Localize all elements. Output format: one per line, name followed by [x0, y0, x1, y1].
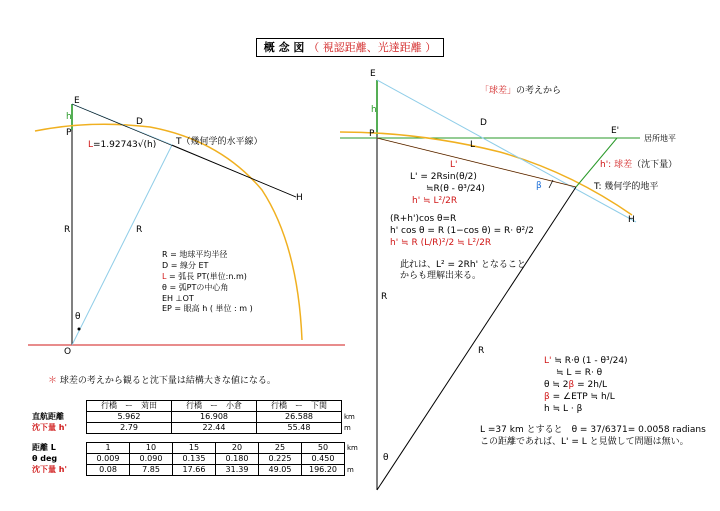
table-cell: 50 [302, 443, 345, 454]
left-legend-theta: θ = 弧PTの中心角 [162, 283, 229, 292]
left-legend-eh: EH ⊥OT [162, 294, 194, 303]
right-eq4: (R+h')cos θ=R [390, 214, 457, 224]
right-conclusion1: L =37 km とすると θ = 37/6371= 0.0058 radians [480, 425, 706, 435]
table-cell: 22.44 [172, 423, 257, 434]
left-formula-rest: =1.92743√(h) [93, 140, 157, 150]
right-label-theta: θ [383, 453, 389, 463]
left-theta-dot [78, 328, 81, 331]
table-cell: 5.962 [87, 412, 172, 423]
table-routes-corner [30, 401, 87, 412]
table-routes-col-3: 行橋 ー 下関 [257, 401, 342, 412]
left-label-theta: θ [75, 312, 81, 322]
right-rel5: h ≒ L · β [544, 404, 583, 414]
right-conclusion2: この距離であれば、L' = L と見做して問題は無い。 [480, 437, 689, 447]
right-point-Lprime: L' [450, 160, 458, 170]
right-point-H: H [628, 215, 635, 225]
table-distances [30, 442, 360, 476]
left-point-H: H [296, 193, 303, 203]
left-radius-OT [72, 145, 172, 345]
table-cell: 15 [173, 443, 216, 454]
right-note2: からも理解出来る。 [400, 271, 482, 281]
table-cell: 0.135 [173, 454, 216, 465]
right-rel4-rest: = ∠ETP ≒ h/L [549, 392, 615, 402]
table-routes-unit-head [342, 401, 357, 412]
right-point-P: P [369, 129, 375, 139]
left-legend-ep: EP = 眼高 h ( 単位 : m ) [162, 304, 253, 313]
left-label-h: h [66, 112, 72, 122]
right-horizon-label: 居所地平 [644, 134, 676, 143]
right-heading-red: 「球差」 [480, 86, 517, 96]
right-eq6-prefix: h' ≒ R (L/R)²/2 ≒ [390, 238, 465, 248]
right-note1: 此れは、L² = 2Rh' となること [400, 260, 526, 270]
table-cell: 1 [87, 443, 130, 454]
table-unit: km [344, 413, 355, 421]
right-heading [480, 86, 561, 97]
note-star: ＊ [48, 376, 58, 386]
right-eq5: h' cos θ = R (1−cos θ) = R· θ²/2 [390, 226, 534, 236]
table-row-label: 直航距離 [32, 412, 64, 421]
right-hprime-label [600, 160, 677, 171]
table-unit: km [347, 444, 358, 452]
left-legend-l-rest: = 弧長 PT(単位:n.m) [166, 272, 247, 281]
table-unit: m [347, 466, 354, 474]
left-point-P: P [66, 128, 72, 138]
right-point-T: T: 幾何学的地平 [594, 182, 659, 192]
table-unit: m [344, 424, 351, 432]
right-eq1: L' = 2Rsin(θ/2) [410, 172, 477, 182]
table-cell: 31.39 [216, 465, 259, 476]
left-legend-l [162, 272, 247, 282]
table-cell: 16.908 [172, 412, 257, 423]
table-row [30, 443, 360, 454]
right-rel1-prefix: L' [544, 356, 552, 366]
right-eq3: h' ≒ L²/2R [412, 196, 458, 206]
table-cell: 0.450 [302, 454, 345, 465]
table-cell: 0.225 [259, 454, 302, 465]
left-formula-prefix: L [88, 140, 94, 150]
table-routes-header [30, 401, 357, 412]
table-cell: 0.009 [87, 454, 130, 465]
right-rel1-rest: ≒ R·θ (1 - θ³/24) [551, 356, 628, 366]
table-cell: 0.08 [87, 465, 130, 476]
table-cell: 55.48 [257, 423, 342, 434]
right-rel3-prefix: θ ≒ 2 [544, 380, 569, 390]
right-rel3 [544, 380, 607, 391]
left-point-O: O [64, 347, 72, 357]
right-hprime-rest: （沈下量） [632, 160, 678, 170]
table-row [30, 423, 357, 434]
title-main: 概 念 図 [263, 41, 305, 54]
table-cell: 196.20 [302, 465, 345, 476]
table-cell: 17.66 [173, 465, 216, 476]
table-row-label: 沈下量 h' [32, 423, 67, 432]
table-row-label: 距離 L [32, 443, 56, 452]
table-routes-col-1: 行橋 ー 苅田 [87, 401, 172, 412]
table-cell: 10 [130, 443, 173, 454]
right-point-L: L [470, 140, 476, 150]
table-row [30, 454, 360, 465]
right-label-R2: R [478, 346, 485, 356]
right-rel1 [544, 356, 628, 367]
table-cell: 20 [216, 443, 259, 454]
right-point-D: D [480, 118, 487, 128]
right-rel3-beta: β [568, 380, 575, 390]
right-eq6-red: L²/2R [467, 238, 492, 248]
table-cell: 0.180 [216, 454, 259, 465]
left-label-R-slant: R [136, 225, 143, 235]
right-point-Eprime: E' [611, 126, 620, 136]
right-eq6 [390, 238, 491, 249]
left-formula [88, 140, 156, 151]
left-point-T: T（幾何学的水平線） [176, 137, 263, 147]
right-rel2: ≒ L = R· θ [556, 368, 603, 378]
left-label-R-axis: R [64, 225, 71, 235]
right-label-R1: R [381, 292, 388, 302]
left-point-D: D [136, 117, 143, 127]
table-row-label: 沈下量 h' [32, 465, 67, 474]
right-rel3-rest: = 2h/L [574, 380, 608, 390]
table-row-label: θ deg [32, 454, 58, 463]
right-heading-rest: の考えから [516, 86, 562, 96]
table-cell: 7.85 [130, 465, 173, 476]
left-note [48, 376, 276, 387]
table-cell: 25 [259, 443, 302, 454]
table-cell: 49.05 [259, 465, 302, 476]
table-cell: 26.588 [257, 412, 342, 423]
table-row [30, 465, 360, 476]
left-legend-l-prefix: L [162, 272, 167, 281]
left-point-E: E [74, 96, 80, 106]
right-eq2: ≒R(θ - θ³/24) [426, 184, 485, 194]
title-sub: （ 視認距離、光達距離 ） [308, 41, 437, 54]
right-rel4 [544, 392, 615, 403]
right-rel4-prefix: β [544, 392, 550, 402]
table-row [30, 412, 357, 423]
table-routes [30, 400, 357, 434]
table-cell: 0.090 [130, 454, 173, 465]
left-legend-d: D = 線分 ET [162, 261, 209, 270]
table-routes-col-2: 行橋 ー 小倉 [172, 401, 257, 412]
right-hprime-red: h': 球差 [600, 160, 633, 170]
right-label-beta: β [536, 181, 542, 191]
right-point-E: E [370, 69, 376, 79]
right-label-h: h [371, 105, 377, 115]
left-legend-r: R = 地球平均半径 [162, 250, 228, 259]
table-unit [345, 454, 360, 465]
note-text: 球差の考えから観ると沈下量は結構大きな値になる。 [59, 376, 276, 386]
right-earth-arc [340, 132, 632, 215]
table-cell: 2.79 [87, 423, 172, 434]
